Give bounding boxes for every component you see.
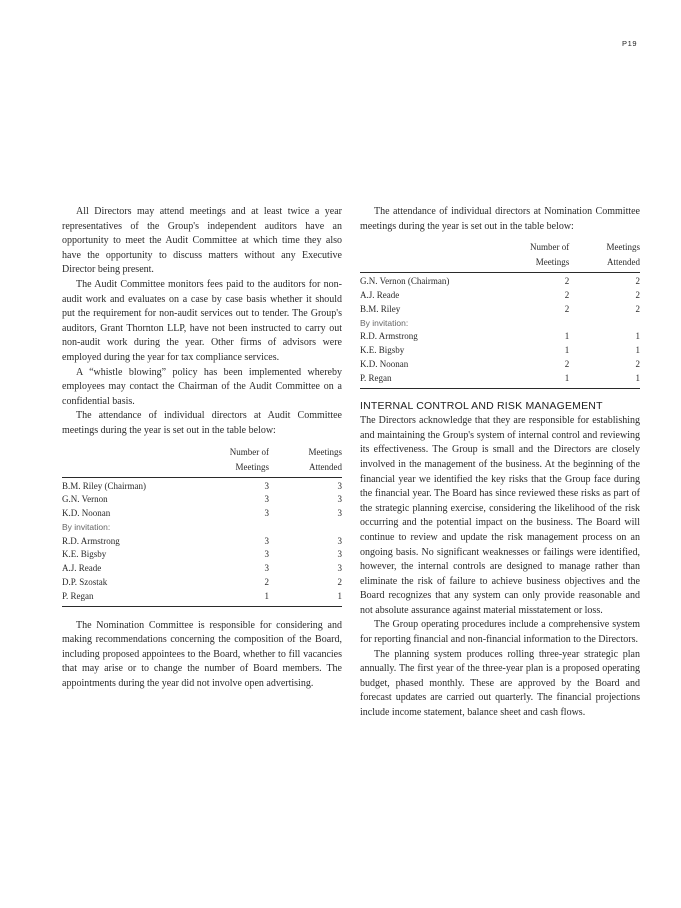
paragraph-internal-control: The Directors acknowledge that they are responsible for establishing and maintaining the Group's system of internal control and reviewing its effectiveness. The Group is small and the Directors are closely involved in the management of the business. At the beginning of the financial year we identified the key risks that the Group face during the financial year. The Board has since reviewed these risks as part of the strategic planning exercise, considering the likelihood of the risk occurring and the potential impact on the business. The Board will continue to review and update the risk management process on an ongoing basis. No significant weaknesses or failings were identified, however, the internal controls are designed to manage rather than eliminate the risk of failure to achieve business objectives and the Board recognizes that any system can only provide reasonable and not absolute assurance against material misstatement or loss. — [360, 415, 640, 616]
section-heading-internal-control: INTERNAL CONTROL AND RISK MANAGEMENT — [360, 399, 603, 412]
director-name: G.N. Vernon — [62, 494, 108, 505]
director-name: P. Regan — [360, 372, 505, 388]
header-attended: Attended — [569, 255, 640, 273]
table-row — [62, 576, 342, 590]
table-row — [62, 562, 342, 576]
meetings-count: 1 — [505, 372, 569, 388]
by-invitation-label: By invitation: — [62, 521, 111, 532]
meetings-count: 2 — [264, 577, 269, 588]
invitation-row — [360, 317, 640, 331]
meetings-count: 3 — [264, 549, 269, 560]
director-name: K.D. Noonan — [360, 358, 409, 369]
meetings-count: 1 — [564, 345, 570, 356]
header-number-of: Number of — [529, 242, 570, 253]
table-row — [360, 330, 640, 344]
director-name: A.J. Reade — [360, 289, 400, 300]
meetings-count: 3 — [264, 494, 269, 505]
attended-count: 1 — [635, 345, 640, 356]
director-name: R.D. Armstrong — [360, 331, 418, 342]
by-invitation-label: By invitation: — [360, 317, 409, 328]
right-column — [360, 205, 640, 721]
paragraph-nomination-attendance-intro: The attendance of individual directors at Nomination Committee meetings during the year is set out in the table below: — [360, 206, 640, 232]
meetings-count: 2 — [564, 303, 570, 314]
header-number-of: Number of — [229, 446, 269, 457]
nomination-committee-attendance-table — [360, 240, 640, 388]
paragraph-planning-system: The planning system produces rolling three-year strategic plan annually. The first year of the three-year plan is a proposed operating budget, phased monthly. These are approved by the Board and forecast updates are carried out quarterly. The financial projections include income statement, balance sheet and cash flows. — [360, 648, 640, 719]
attended-count: 3 — [337, 494, 342, 505]
header-meetings: Meetings — [606, 242, 640, 253]
meetings-count: 2 — [564, 276, 570, 287]
director-name: K.E. Bigsby — [360, 345, 405, 356]
paragraph-operating-procedures: The Group operating procedures include a comprehensive system for reporting financial and non-financial information to the Directors. — [360, 619, 640, 646]
table-row — [360, 273, 640, 289]
meetings-count: 1 — [203, 590, 269, 606]
attended-count: 2 — [635, 276, 640, 287]
left-column — [62, 205, 342, 692]
invitation-row — [62, 521, 342, 535]
table-row — [360, 372, 640, 388]
director-name: K.E. Bigsby — [62, 549, 107, 560]
page-number: P19 — [622, 39, 638, 48]
paragraph-audit-attendance-intro: The attendance of individual directors at Audit Committee meetings during the year is set out in the table below: — [62, 410, 342, 436]
director-name: P. Regan — [62, 590, 203, 606]
director-name: K.D. Noonan — [62, 508, 111, 519]
header-meetings: Meetings — [505, 255, 569, 273]
table-row — [62, 493, 342, 507]
header-meetings: Meetings — [203, 460, 269, 478]
table-row — [62, 590, 342, 606]
header-attended: Attended — [269, 460, 342, 478]
meetings-count: 3 — [264, 563, 269, 574]
attended-count: 1 — [635, 331, 640, 342]
attended-count: 1 — [569, 372, 640, 388]
table-row — [360, 303, 640, 317]
table-row — [360, 358, 640, 372]
director-name: B.M. Riley (Chairman) — [62, 480, 146, 491]
director-name: D.P. Szostak — [62, 577, 108, 588]
meetings-count: 1 — [564, 331, 570, 342]
attended-count: 2 — [635, 289, 640, 300]
meetings-count: 2 — [564, 358, 570, 369]
attended-count: 2 — [635, 358, 640, 369]
attended-count: 2 — [337, 577, 342, 588]
director-name: G.N. Vernon (Chairman) — [360, 276, 450, 287]
director-name: R.D. Armstrong — [62, 535, 120, 546]
paragraph-nomination-committee: The Nomination Committee is responsible for considering and making recommendations concerning the composition of the Board, including proposed appointees to the Board, whether to fill vacancies that may arise or to change the number of Board members. The appointments during the year did not involve open advertising. — [62, 619, 342, 690]
director-name: A.J. Reade — [62, 563, 102, 574]
attended-count: 3 — [337, 535, 342, 546]
paragraph-whistle-blowing: A “whistle blowing” policy has been implemented whereby employees may contact the Chairman of the Audit Committee on a confidential basis. — [62, 366, 342, 407]
attended-count: 3 — [337, 480, 342, 491]
paragraph-audit-meetings: All Directors may attend meetings and at least twice a year representatives of the Group's independent auditors have an opportunity to meet the Audit Committee at which time they also have the opportunity to discuss matters without any Executive Director being present. — [62, 206, 342, 276]
meetings-count: 3 — [264, 535, 269, 546]
director-name: B.M. Riley — [360, 303, 401, 314]
table-row — [62, 548, 342, 562]
attended-count: 2 — [635, 303, 640, 314]
attended-count: 1 — [269, 590, 342, 606]
meetings-count: 3 — [264, 508, 269, 519]
meetings-count: 2 — [564, 289, 570, 300]
audit-committee-attendance-table — [62, 445, 342, 607]
table-row — [62, 477, 342, 493]
attended-count: 3 — [337, 563, 342, 574]
attended-count: 3 — [337, 508, 342, 519]
table-row — [62, 507, 342, 521]
attended-count: 3 — [337, 549, 342, 560]
meetings-count: 3 — [264, 480, 269, 491]
header-meetings: Meetings — [308, 446, 342, 457]
table-row — [62, 535, 342, 549]
table-row — [360, 289, 640, 303]
paragraph-non-audit-fees: The Audit Committee monitors fees paid to the auditors for non-audit work and evaluates on a case by case basis whether it should put the requirement for non-audit services out to tender. The Group's auditors, Grant Thornton LLP, have not been instructed to carry out non-audit work during the year. Other firms of advisors were employed during the year for tax compliance services. — [62, 278, 342, 363]
table-row — [360, 344, 640, 358]
